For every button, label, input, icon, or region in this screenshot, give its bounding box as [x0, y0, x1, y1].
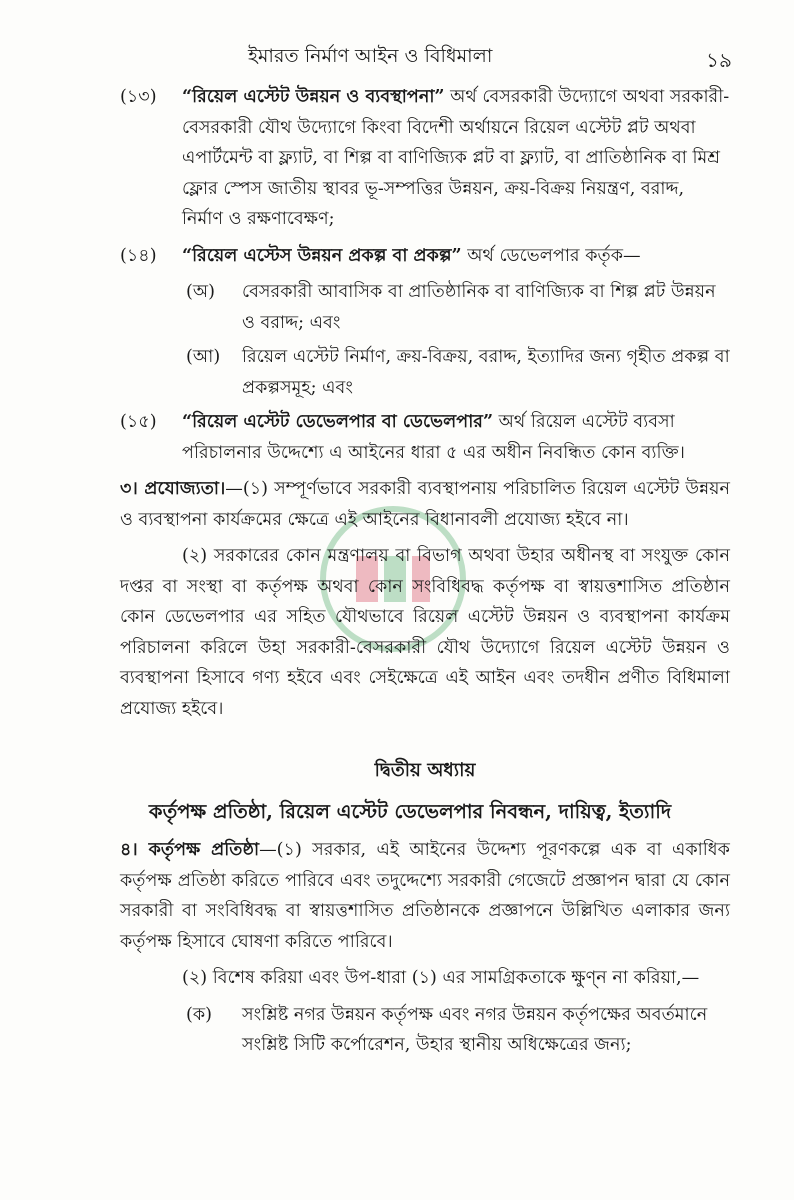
item-text: সংশ্লিষ্ট নগর উন্নয়ন কর্তৃপক্ষ এবং নগর উন্নয়ন কর্তৃপক্ষের অবর্তমানে সংশ্লিষ্ট সিটি কর্পোরেশন, উহার স্থানীয় অধিক্ষেত্রের জন্য; [242, 1004, 708, 1055]
definition-13 [120, 82, 730, 235]
running-title: ইমারত নির্মাণ আইন ও বিধিমালা [248, 45, 493, 67]
page-body [120, 82, 730, 1065]
definition-15 [120, 407, 730, 468]
definition-text: অর্থ ডেভেলপার কর্তৃক— [461, 245, 641, 266]
definition-text: অর্থ রিয়েল এস্টেট ব্যবসা পরিচালনার উদ্দেশ্যে এ আইনের ধারা ৫ এর অধীন নিবন্ধিত কোন ব্যক্তি। [182, 412, 685, 463]
item-number: (ক) [186, 1004, 213, 1025]
page-number: ১৯ [706, 48, 732, 72]
section-text: —(১) সম্পূর্ণভাবে সরকারী ব্যবস্থাপনায় পরিচালিত রিয়েল এস্টেট উন্নয়ন ও ব্যবস্থাপনা কার্যক্রমের ক্ষেত্রে এই আইনের বিধানাবলী প্রযোজ্য হইবে না। [120, 479, 731, 530]
item-text: রিয়েল এস্টেট নির্মাণ, ক্রয়-বিক্রয়, বরাদ্দ, ইত্যাদির জন্য গৃহীত প্রকল্প বা প্রকল্পসমূহ; এবং [242, 347, 730, 398]
item-text: বেসরকারী আবাসিক বা প্রাতিষ্ঠানিক বা বাণিজ্যিক বা শিল্প প্লট উন্নয়ন ও বরাদ্দ; এবং [242, 282, 716, 333]
section-3-para-2: (২) সরকারের কোন মন্ত্রণালয় বা বিভাগ অথবা উহার অধীনস্থ বা সংযুক্ত কোন দপ্তর বা সংস্থা বা কর্তৃপক্ষ অথবা কোন সংবিধিবদ্ধ কর্তৃপক্ষ বা স্বায়ত্তশাসিত প্রতিষ্ঠান কোন ডেভেলপার এর সহিত যৌথভাবে রিয়েল এস্টেট উন্নয়ন ও ব্যবস্থাপনা কার্যক্রম পরিচালনা করিলে উহা সরকারী-বেসরকারী যৌথ উদ্যোগে রিয়েল এস্টেট উন্নয়ন ও ব্যবস্থাপনা হিসাবে গণ্য হইবে এবং সেইক্ষেত্রে এই আইন এবং তদধীন প্রণীত বিধিমালা প্রযোজ্য হইবে। [120, 546, 730, 719]
page-header [0, 42, 794, 72]
definition-term: “রিয়েল এস্টেস উন্নয়ন প্রকল্প বা প্রকল্প” [182, 244, 462, 266]
definition-number: (১৫) [120, 412, 157, 432]
section-4 [120, 835, 730, 957]
definition-14 [120, 241, 730, 272]
section-3 [120, 474, 730, 535]
item-number: (অ) [186, 282, 215, 302]
definition-number: (১৩) [120, 87, 157, 107]
section-4-item-ka [120, 1000, 730, 1061]
definition-term: “রিয়েল এস্টেট ডেভেলপার বা ডেভেলপার” [182, 411, 494, 432]
section-heading: ৩। প্রযোজ্যতা। [120, 478, 226, 499]
section-4-para-2: (২) বিশেষ করিয়া এবং উপ-ধারা (১) এর সামগ্রিকতাকে ক্ষুণ্ন না করিয়া,— [182, 968, 700, 988]
definition-term: “রিয়েল এস্টেট উন্নয়ন ও ব্যবস্থাপনা” [182, 86, 445, 107]
definition-number: (১৪) [120, 245, 157, 266]
item-number: (আ) [186, 347, 221, 367]
section-heading: ৪। কর্তৃপক্ষ প্রতিষ্ঠা [120, 839, 260, 860]
chapter-title: কর্তৃপক্ষ প্রতিষ্ঠা, রিয়েল এস্টেট ডেভেলপার নিবন্ধন, দায়িত্ব, ইত্যাদি [148, 799, 672, 823]
definition-14-item-aa [120, 342, 730, 403]
section-text: —(১) সরকার, এই আইনের উদ্দেশ্য পূরণকল্পে এক বা একাধিক কর্তৃপক্ষ প্রতিষ্ঠা করিতে পারিবে এবং তদুদ্দেশ্যে সরকারী গেজেটে প্রজ্ঞাপন দ্বারা যে কোন সরকারী বা সংবিধিবদ্ধ বা স্বায়ত্তশাসিত প্রতিষ্ঠানকে প্রজ্ঞাপনে উল্লিখিত এলাকার জন্য কর্তৃপক্ষ হিসাবে ঘোষণা করিতে পারিবে। [120, 840, 730, 952]
definition-14-item-a [120, 277, 730, 338]
definition-text: অর্থ বেসরকারী উদ্যোগে অথবা সরকারী-বেসরকারী যৌথ উদ্যোগে কিংবা বিদেশী অর্থায়নে রিয়েল এস্টেট প্লট অথবা এপার্টমেন্ট বা ফ্ল্যাট, বা শিল্প বা বাণিজ্যিক প্লট বা ফ্ল্যাট, বা প্রাতিষ্ঠানিক বা মিশ্র ফ্লোর স্পেস জাতীয় স্থাবর ভূ-সম্পত্তির উন্নয়ন, ক্রয়-বিক্রয় নিয়ন্ত্রণ, বরাদ্দ, নির্মাণ ও রক্ষণাবেক্ষণ; [182, 87, 730, 229]
chapter-heading: দ্বিতীয় অধ্যায় [374, 760, 476, 781]
